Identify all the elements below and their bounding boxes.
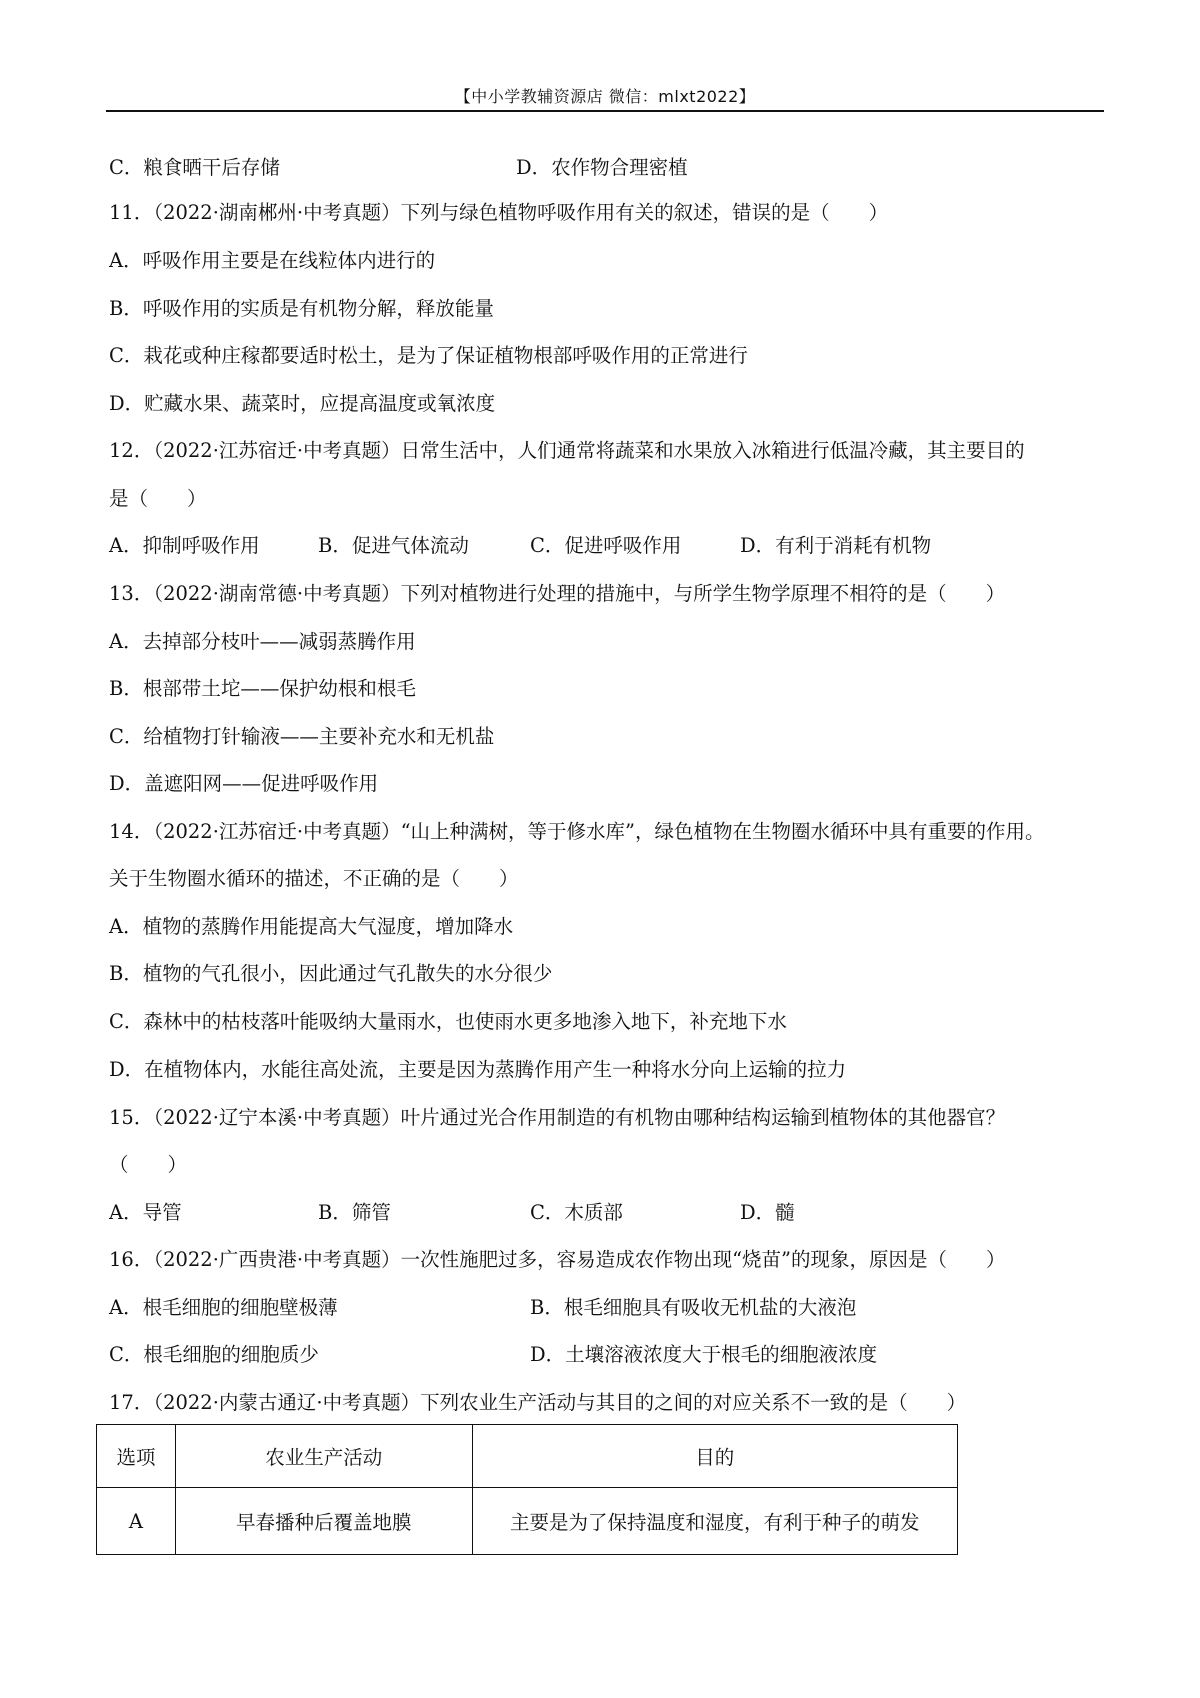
q11-stem: 11．（2022·湖南郴州·中考真题）下列与绿色植物呼吸作用有关的叙述，错误的是（ ） xyxy=(109,201,889,224)
q12-option-a: A．抑制呼吸作用 xyxy=(109,534,260,557)
q17-stem: 17．（2022·内蒙古通辽·中考真题）下列农业生产活动与其目的之间的对应关系不一致的是（ ） xyxy=(109,1391,967,1414)
q13-stem: 13．（2022·湖南常德·中考真题）下列对植物进行处理的措施中，与所学生物学原理不相符的是（ ） xyxy=(109,582,1006,605)
q12-stem-line1: 12．（2022·江苏宿迁·中考真题）日常生活中，人们通常将蔬菜和水果放入冰箱进行低温冷藏，其主要目的 xyxy=(109,439,1025,462)
q12-option-c: C．促进呼吸作用 xyxy=(530,534,682,557)
q11-option-a: A．呼吸作用主要是在线粒体内进行的 xyxy=(109,249,436,272)
q12-option-d: D．有利于消耗有机物 xyxy=(740,534,932,557)
q14-stem-line2: 关于生物圈水循环的描述，不正确的是（ ） xyxy=(109,867,519,890)
q16-option-d: D．土壤溶液浓度大于根毛的细胞液浓度 xyxy=(530,1343,878,1366)
q16-option-b: B．根毛细胞具有吸收无机盐的大液泡 xyxy=(530,1296,857,1319)
page-header: 【中小学教辅资源店 微信：mlxt2022】 xyxy=(454,87,756,106)
table-header-cell: 农业生产活动 xyxy=(175,1425,472,1488)
table-cell: 早春播种后覆盖地膜 xyxy=(175,1488,472,1555)
q13-option-b: B．根部带土坨——保护幼根和根毛 xyxy=(109,677,416,700)
table-header-row xyxy=(97,1425,958,1488)
q15-stem-line1: 15．（2022·辽宁本溪·中考真题）叶片通过光合作用制造的有机物由哪种结构运输到植物体的其他器官？ xyxy=(109,1106,1006,1129)
q12-stem-line2: 是（ ） xyxy=(109,487,207,510)
q12-option-b: B．促进气体流动 xyxy=(318,534,469,557)
q15-stem-line2: （ ） xyxy=(109,1153,188,1176)
q14-option-d: D．在植物体内，水能往高处流，主要是因为蒸腾作用产生一种将水分向上运输的拉力 xyxy=(109,1058,847,1081)
table-cell: A xyxy=(97,1488,176,1555)
q10-option-d: D．农作物合理密植 xyxy=(516,156,688,179)
q15-option-b: B．筛管 xyxy=(318,1201,391,1224)
table-cell: 主要是为了保持温度和湿度，有利于种子的萌发 xyxy=(472,1488,957,1555)
header-divider xyxy=(106,110,1104,112)
q11-option-d: D．贮藏水果、蔬菜时，应提高温度或氧浓度 xyxy=(109,392,496,415)
q15-option-d: D．髓 xyxy=(740,1201,795,1224)
q13-option-d: D．盖遮阳网——促进呼吸作用 xyxy=(109,772,379,795)
q14-option-b: B．植物的气孔很小，因此通过气孔散失的水分很少 xyxy=(109,962,553,985)
q14-option-a: A．植物的蒸腾作用能提高大气湿度，增加降水 xyxy=(109,915,514,938)
q16-option-a: A．根毛细胞的细胞壁极薄 xyxy=(109,1296,338,1319)
q15-option-a: A．导管 xyxy=(109,1201,182,1224)
q15-option-c: C．木质部 xyxy=(530,1201,623,1224)
q13-option-a: A．去掉部分枝叶——减弱蒸腾作用 xyxy=(109,630,416,653)
q16-option-c: C．根毛细胞的细胞质少 xyxy=(109,1343,319,1366)
q14-stem-line1: 14．（2022·江苏宿迁·中考真题）“山上种满树，等于修水库”，绿色植物在生物圈水循环中具有重要的作用。 xyxy=(109,820,1045,843)
table-row xyxy=(97,1488,958,1555)
table-header-cell: 选项 xyxy=(97,1425,176,1488)
q10-option-c: C．粮食晒干后存储 xyxy=(109,156,280,179)
q17-table xyxy=(96,1424,958,1555)
q11-option-c: C．栽花或种庄稼都要适时松土，是为了保证植物根部呼吸作用的正常进行 xyxy=(109,344,748,367)
q16-stem: 16．（2022·广西贵港·中考真题）一次性施肥过多，容易造成农作物出现“烧苗”的现象，原因是（ ） xyxy=(109,1248,1006,1271)
q11-option-b: B．呼吸作用的实质是有机物分解，释放能量 xyxy=(109,297,494,320)
q13-option-c: C．给植物打针输液——主要补充水和无机盐 xyxy=(109,725,495,748)
table-header-cell: 目的 xyxy=(472,1425,957,1488)
q14-option-c: C．森林中的枯枝落叶能吸纳大量雨水，也使雨水更多地渗入地下，补充地下水 xyxy=(109,1010,787,1033)
